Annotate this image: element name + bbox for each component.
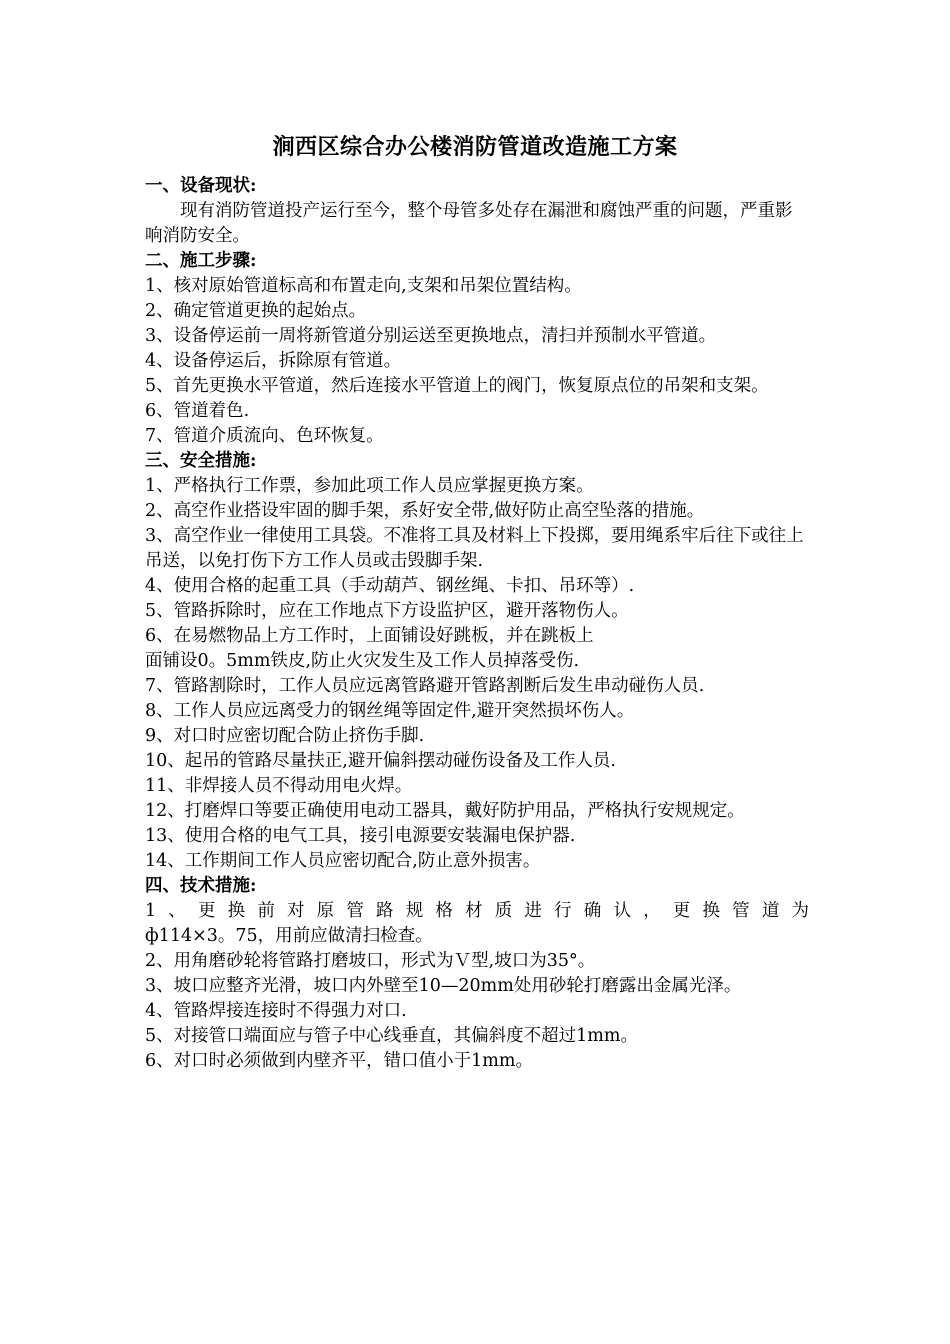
list-item: 3、设备停运前一周将新管道分别运送至更换地点，清扫并预制水平管道。 [145,326,717,346]
list-item: 10、起吊的管路尽量扶正,避开偏斜摆动碰伤设备及工作人员. [145,751,616,771]
list-item: 2、确定管道更换的起始点。 [145,301,367,321]
list-item: 11、非焊接人员不得动用电火焊。 [145,776,413,796]
list-item: 3、高空作业一律使用工具袋。不准将工具及材料上下投掷，要用绳系牢后往下或往上吊送，以免打伤下方工作人员或击毁脚手架. [145,526,804,571]
list-item: 12、打磨焊口等要正确使用电动工器具，戴好防护用品，严格执行安规规定。 [145,801,745,821]
list-item: 4、管路焊接连接时不得强力对口. [145,1001,407,1021]
list-item: 7、管道介质流向、色环恢复。 [145,426,384,446]
section-heading-technical: 四、技术措施: [145,876,257,896]
list-item: 5、对接管口端面应与管子中心线垂直，其偏斜度不超过1mm。 [145,1026,638,1046]
list-item: 5、管路拆除时，应在工作地点下方设监护区，避开落物伤人。 [145,601,629,621]
list-item: 4、使用合格的起重工具（手动葫芦、钢丝绳、卡扣、吊环等）. [145,576,635,596]
list-item: 1、更换前对原管路规格材质进行确认，更换管道为 [145,901,809,921]
list-item: 5、首先更换水平管道，然后连接水平管道上的阀门，恢复原点位的吊架和支架。 [145,376,769,396]
list-item: 6、对口时必须做到内壁齐平，错口值小于1mm。 [145,1051,533,1071]
section-heading-status: 一、设备现状: [145,176,257,196]
document-body [145,174,809,1074]
list-item: 14、工作期间工作人员应密切配合,防止意外损害。 [145,851,541,871]
document-title: 涧西区综合办公楼消防管道改造施工方案 [272,134,678,160]
paragraph: 现有消防管道投产运行至今，整个母管多处存在漏泄和腐蚀严重的问题，严重影响消防安全。 [145,201,793,246]
list-item: 6、在易燃物品上方工作时，上面铺设好跳板，并在跳板上 [145,626,594,646]
section-heading-safety: 三、安全措施: [145,451,257,471]
list-item-continuation: ф114×3。75，用前应做清扫检查。 [145,926,433,946]
list-item: 8、工作人员应远离受力的钢丝绳等固定件,避开突然损坏伤人。 [145,701,635,721]
list-item: 3、坡口应整齐光滑，坡口内外壁至10—20mm处用砂轮打磨露出金属光泽。 [145,976,742,996]
section-heading-steps: 二、施工步骤: [145,251,257,271]
list-item: 1、核对原始管道标高和布置走向,支架和吊架位置结构。 [145,276,582,296]
list-item: 4、设备停运后，拆除原有管道。 [145,351,402,371]
list-item: 7、管路割除时，工作人员应远离管路避开管路割断后发生串动碰伤人员. [145,676,705,696]
list-item: 9、对口时应密切配合防止挤伤手脚. [145,726,425,746]
list-item: 1、严格执行工作票，参加此项工作人员应掌握更换方案。 [145,476,594,496]
list-item-continuation: 面铺设0。5mm铁皮,防止火灾发生及工作人员掉落受伤. [145,651,580,671]
list-item: 2、用角磨砂轮将管路打磨坡口，形式为Ｖ型,坡口为35°。 [145,951,596,971]
list-item: 6、管道着色. [145,401,250,421]
list-item: 2、高空作业搭设牢固的脚手架，系好安全带,做好防止高空坠落的措施。 [145,501,705,521]
list-item: 13、使用合格的电气工具，接引电源要安装漏电保护器. [145,826,576,846]
